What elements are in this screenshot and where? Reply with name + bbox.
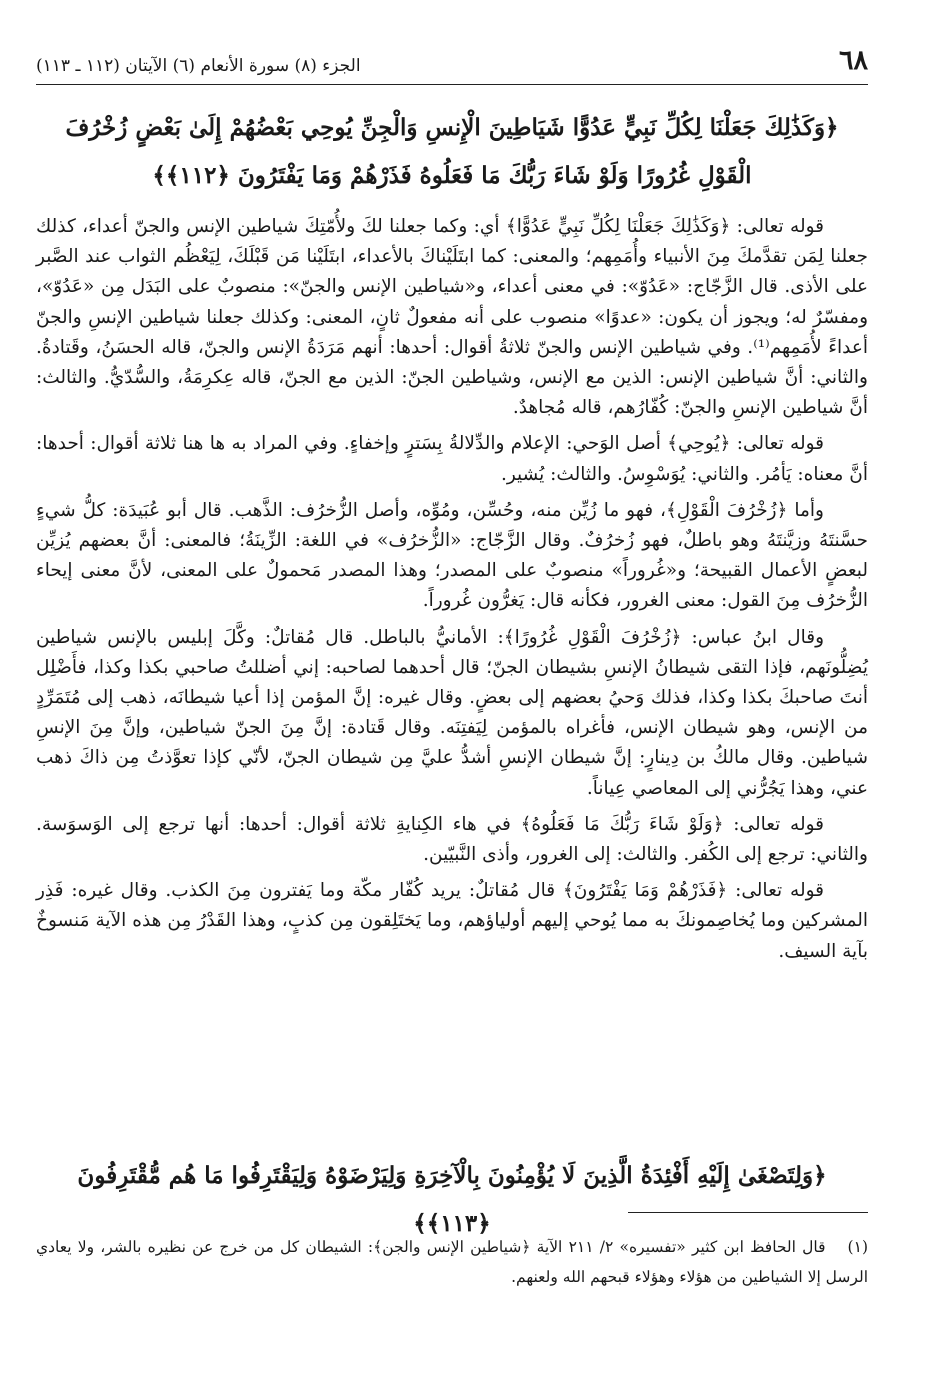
footnote-divider [628,1212,868,1213]
running-head: الجزء (٨) سورة الأنعام (٦) الآيتان (١١٢ ـ ١١٣) [36,56,361,76]
footnote-text: قال الحافظ ابن كثير «تفسيره» ٢/ ٢١١ الآية ﴿شياطين الإنس والجن﴾: الشيطان كل من خرج عن نظيره بالشر، ولا يعادي الرسل إلا الشياطين من هؤلاء وهؤلاء قبحهم الله ولعنهم. [36,1238,868,1286]
quran-verse-112: ﴿وَكَذَٰلِكَ جَعَلْنَا لِكُلِّ نَبِيٍّ عَدُوًّا شَيَاطِينَ الْإِنسِ وَالْجِنِّ يُوحِي بَعْضُهُمْ إِلَىٰ بَعْضٍ زُخْرُفَ الْقَوْلِ غُرُورًا وَلَوْ شَاءَ رَبُّكَ مَا فَعَلُوهُ فَذَرْهُمْ وَمَا يَفْتَرُونَ ﴿١١٢﴾﴾ [65,114,839,189]
footnote-marker: (١) [847,1238,868,1256]
page-number: ٦٨ [838,45,868,76]
commentary-paragraph: قوله تعالى: ﴿يُوحِي﴾ أصل الوَحي: الإعلام والدِّلالةُ بِسَترٍ وإخفاءٍ. وفي المراد به ها هنا ثلاثة أقوال: أحدها: أنَّ معناه: يَأمُر. والثاني: يُوَسْوِسُ. والثالث: يُشير. [36,433,868,485]
commentary-paragraph: قوله تعالى: ﴿فَذَرْهُمْ وَمَا يَفْتَرُونَ﴾ قال مُقاتلٌ: يريد كُفّار مكّة وما يَفترون مِنَ الكذب. وقال غيره: فَذِر المشركين وما يُخاصِمونكَ به مما يُوحي إليهم أولياؤهم، وما يَختَلِقون مِن كذبٍ، وهذا القَدْرُ مِن هذه الآية مَنسوخٌ بآية السيف. [36,880,868,962]
commentary-paragraph: وأما ﴿زُخْرُفَ الْقَوْلِ﴾، فهو ما زُيِّن منه، وحُسِّن، ومُوِّه، وأصل الزُّخرُف: الذَّهب. قال أبو عُبَيدَة: كلُّ شيءٍ حسَّنتَهُ وزيَّنتَهُ وهو باطلٌ، فهو زُخرُفٌ. وقال الزَّجّاج: «الزُّخرُف» في اللغة: الزِّينَةُ؛ فالمعنى: أنَّ بعضهم يُزيِّن لبعضٍ الأعمال القبيحة؛ و«غُروراً» منصوبٌ على المصدر؛ وهذا المصدر مَحمولٌ على المعنى، لأنَّ معنى إيحاء الزُّخرُف مِنَ القول: معنى الغرور، فكأنه قال: يَغرُّون غُروراً. [36,499,868,612]
page-header [36,44,868,85]
commentary-paragraph: وقال ابنُ عباس: ﴿زُخْرُفَ الْقَوْلِ غُرُورًا﴾: الأمانيُّ بالباطل. قال مُقاتلٌ: وكَّلَ إبليس بالإنس شياطين يُضِلُّونَهم، فإذا التقى شيطانُ الإنسِ بشيطان الجنّ؛ قال أحدهما لصاحبه: إني أضللتُ صاحبي بكذا وكذا، فأَضْلِل أنتَ صاحبكَ بكذا وكذا، فذلك وَحيُ بعضهم إلى بعضٍ. وقال غيره: إنَّ المؤمن إذا أعيا شيطانَه، ذهب إلى مُتَمَرِّدٍ من الإنس، وهو شيطان الإنس، فأغراه بالمؤمن لِيَفتِنَه. وقال قَتادة: إنَّ مِنَ الجنّ شياطين، وإنَّ مِنَ الإنسِ شياطين. وقال مالكُ بن دِينارٍ: إنَّ شيطان الإنسِ أشدُّ عليَّ مِن شيطان الجنّ، لأنّي كإذا تعوَّذتُ مِن ذاكَ ذهب عني، وهذا يَجُرُّني إلى المعاصي عِياناً. [36,626,868,799]
commentary-paragraph: قوله تعالى: ﴿وَلَوْ شَاءَ رَبُّكَ مَا فَعَلُوهُ﴾ في هاء الكِنايةِ ثلاثة أقوال: أحدها: أنها ترجع إلى الوَسوَسة. والثاني: ترجع إلى الكُفر. والثالث: إلى الغرور، وأذى النَّبيّين. [36,813,868,866]
commentary-body [36,212,868,973]
footnote [36,1232,868,1292]
commentary-paragraph: قوله تعالى: ﴿وَكَذَٰلِكَ جَعَلْنَا لِكُلِّ نَبِيٍّ عَدُوًّا﴾ أي: وكما جعلنا لكَ ولأُمّتِكَ شياطين الإنس والجنّ أعداء، كذلك جعلنا لِمَن تقدَّمكَ مِنَ الأنبياء وأُمَمِهم؛ والمعنى: كما ابتَلَيْناكَ بالأعداء، ابتَلَيْنا مَن قَبْلَكَ، لِيَعْظُم الثواب عند الصَّبر على الأذى. قال الزَّجّاج: «عَدُوّ»: في معنى أعداء، و«شياطين الإنس والجنّ»: منصوبٌ على البَدَل مِن «عَدُوّ»، ومفسّرٌ له؛ ويجوز أن يكون: «عدوًا» منصوب على أنه مفعولٌ ثانٍ، المعنى: وكذلك جعلنا شياطين الإنسِ والجنّ أعداءً لأُمَمِهم⁽¹⁾. وفي شياطين الإنس والجنّ ثلاثةُ أقوال: أحدها: أنهم مَرَدَةُ الإنس والجنّ، قاله الحسَنُ، وقَتادةُ. والثاني: أنَّ شياطين الإنس: الذين مع الإنس، وشياطين الجنّ: الذين مع الجنّ، قاله عِكرِمَةُ، والسُّدّيُّ. والثالث: أنَّ شياطين الإنسِ والجنّ: كُفّارُهم، قاله مُجاهدٌ. [36,216,869,419]
quran-verse-113: ﴿وَلِتَصْغَىٰ إِلَيْهِ أَفْئِدَةُ الَّذِينَ لَا يُؤْمِنُونَ بِالْآخِرَةِ وَلِيَرْضَوْهُ وَلِيَقْتَرِفُوا مَا هُم مُّقْتَرِفُونَ ﴿١١٣﴾﴾ [77,1162,827,1237]
